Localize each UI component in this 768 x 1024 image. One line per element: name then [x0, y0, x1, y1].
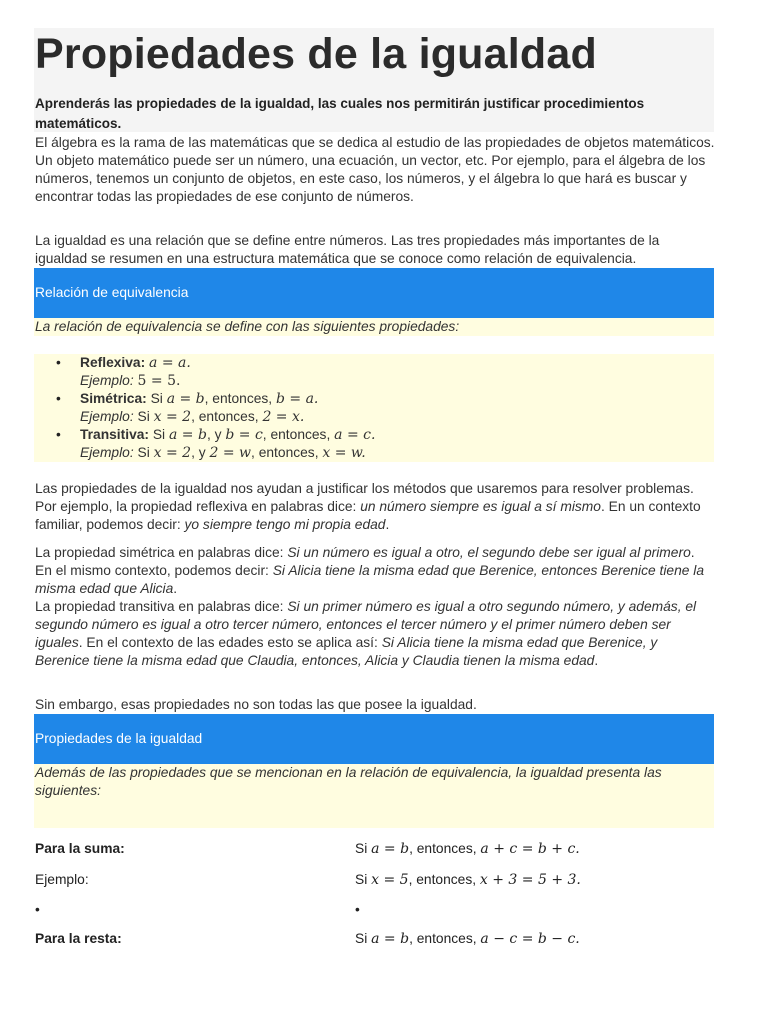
example-conclusion: x = w.	[322, 445, 366, 461]
quote: yo siempre tengo mi propia edad	[184, 517, 386, 532]
text: Las propiedades de la igualdad nos ayudan a justificar los métodos que usaremos para resolver problemas. Por ejemplo, la propiedad reflexiva en palabras dice:	[35, 481, 694, 514]
equivalence-intro: La relación de equivalencia se define con las siguientes propiedades:	[35, 319, 460, 334]
example-prefix: Si	[137, 409, 150, 424]
statement-premise-2: b = c	[225, 427, 263, 443]
row-label: Ejemplo:	[35, 872, 89, 887]
properties-intro: Además de las propiedades que se mencionan en la relación de equivalencia, la igualdad presenta las siguientes:	[35, 765, 662, 798]
intro-paragraph-1: El álgebra es la rama de las matemáticas que se dedica al estudio de las propiedades de objetos matemáticos. Un objeto matemático puede ser un número, una ecuación, un vector, etc. Por ejemplo, para el álgebra de los números, tenemos un conjunto de objetos, en este caso, los números, y el álgebra lo que hará es buscar y encontrar todas las propiedades de ese conjunto de números.	[35, 135, 715, 204]
list-item-simetrica	[34, 390, 714, 426]
statement-and: , y	[206, 427, 222, 442]
list-item-reflexiva	[34, 354, 714, 390]
example-prefix: Si	[137, 445, 150, 460]
quote: un número siempre es igual a sí mismo	[360, 499, 601, 514]
text: .	[385, 517, 390, 532]
statement-conclusion: b = a.	[275, 391, 319, 407]
row-label: Para la resta:	[35, 931, 122, 946]
example-premise: x = 2	[153, 409, 192, 425]
quote: Si Alicia tiene la misma edad que Berenice, y Berenice tiene la misma edad que Claudia, entonces, Alicia y Claudia tienen la misma edad	[35, 635, 658, 668]
paragraph-sin-embargo: Sin embargo, esas propiedades no son todas las que posee la igualdad.	[35, 697, 477, 712]
property-name: Simétrica:	[80, 391, 147, 406]
value-premise: a = b	[371, 841, 410, 857]
property-example	[80, 408, 714, 426]
paragraph-reflexiva	[35, 480, 715, 534]
value-conclusion: x + 3 = 5 + 3.	[479, 872, 581, 888]
value-conclusion: a − c = b − c.	[480, 931, 580, 947]
value-connector: , entonces,	[409, 931, 477, 946]
quote: Si Alicia tiene la misma edad que Berenice, entonces Berenice tiene la misma edad que Alicia	[35, 563, 705, 596]
property-example	[80, 372, 714, 390]
list-item-transitiva	[34, 426, 714, 462]
page-title: Propiedades de la igualdad	[35, 30, 597, 78]
statement-connector: , entonces,	[262, 427, 331, 442]
value-connector: , entonces,	[408, 872, 477, 887]
example-connector: , entonces,	[191, 409, 259, 424]
row-value	[355, 930, 580, 948]
text: La propiedad simétrica en palabras dice:	[35, 545, 288, 560]
text: .	[173, 581, 178, 596]
value-prefix: Si	[355, 931, 368, 946]
statement-conclusion: a = c.	[334, 427, 376, 443]
text: . En un contexto familiar, podemos decir:	[35, 499, 701, 532]
example-label: Ejemplo:	[80, 409, 134, 424]
section-header-equivalence	[34, 268, 714, 318]
property-statement: a = a.	[149, 355, 191, 371]
text: La propiedad transitiva en palabras dice:	[35, 599, 288, 614]
example-conclusion: 2 = x.	[262, 409, 305, 425]
paragraph-simetrica	[35, 544, 715, 598]
text: .	[594, 653, 599, 668]
statement-premise: a = b	[166, 391, 205, 407]
statement-prefix: Si	[152, 427, 166, 442]
quote: Si un primer número es igual a otro segundo número, y además, el segundo número es igual a otro tercer número, entonces el tercer número y el primer número deben ser iguales	[35, 599, 697, 650]
row-value	[355, 871, 581, 889]
paragraph-transitiva	[35, 598, 715, 670]
statement-connector: , entonces,	[204, 391, 273, 406]
value-premise: a = b	[371, 931, 410, 947]
lead-paragraph: Aprenderás las propiedades de la igualdad, las cuales nos permitirán justificar procedimientos matemáticos.	[35, 96, 645, 131]
statement-prefix: Si	[150, 391, 163, 406]
example-expression: 5 = 5.	[137, 373, 181, 389]
example-and: , y	[191, 445, 206, 460]
row-bullet: •	[355, 902, 360, 917]
example-premise-1: x = 2	[153, 445, 192, 461]
property-name: Transitiva:	[80, 427, 150, 442]
intro-paragraph-2: La igualdad es una relación que se define entre números. Las tres propiedades más importantes de la igualdad se resumen en una estructura matemática que se conoce como relación de equivalencia.	[35, 233, 660, 266]
section-header-label: Propiedades de la igualdad	[35, 731, 203, 746]
example-premise-2: 2 = w	[209, 445, 252, 461]
value-conclusion: a + c = b + c.	[480, 841, 580, 857]
example-label: Ejemplo:	[80, 445, 134, 460]
row-bullet: •	[35, 902, 40, 917]
text: . En el contexto de las edades esto se aplica así:	[78, 635, 382, 650]
value-prefix: Si	[355, 872, 368, 887]
text: . En el mismo contexto, podemos decir:	[35, 545, 695, 578]
section-header-label: Relación de equivalencia	[35, 285, 189, 300]
row-label: Para la suma:	[35, 841, 125, 856]
example-connector: , entonces,	[251, 445, 319, 460]
quote: Si un número es igual a otro, el segundo debe ser igual al primero	[287, 545, 691, 560]
equivalence-properties-list	[34, 354, 714, 462]
value-connector: , entonces,	[409, 841, 477, 856]
row-value	[355, 840, 580, 858]
value-premise: x = 5	[371, 872, 409, 888]
value-prefix: Si	[355, 841, 368, 856]
example-label: Ejemplo:	[80, 373, 134, 388]
section-header-properties	[34, 714, 714, 764]
property-example	[80, 444, 714, 462]
statement-premise-1: a = b	[168, 427, 207, 443]
property-name: Reflexiva:	[80, 355, 146, 370]
